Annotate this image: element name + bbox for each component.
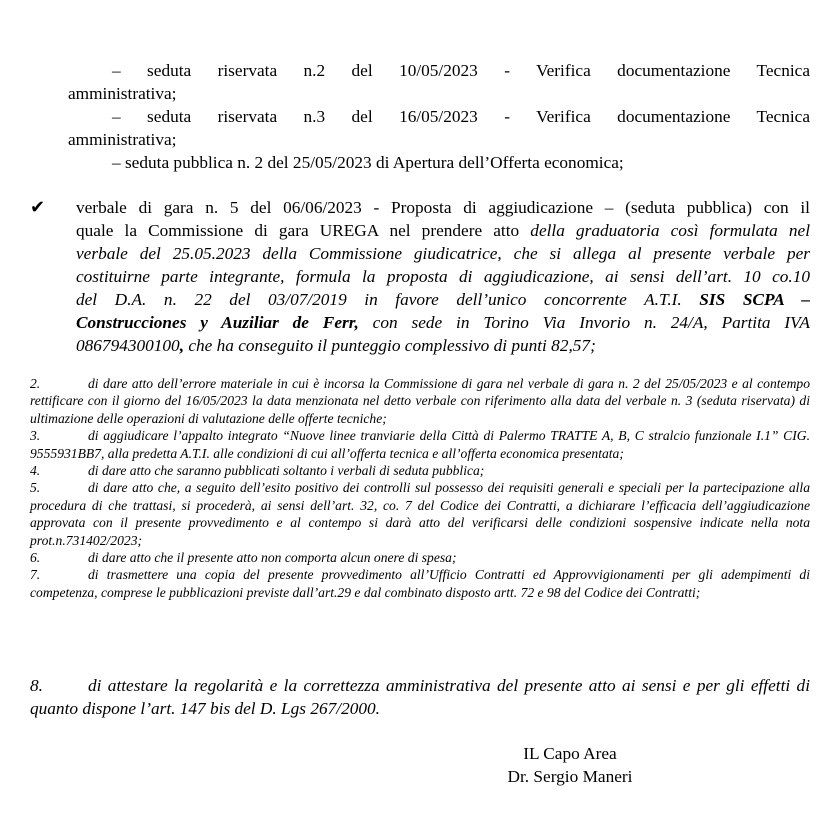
list-item-attestazione: 8. di attestare la regolarità e la correttezza amministrativa del presente atto ai sensi e per gli effetti di quanto dispone l’art. 147 bis del D. Lgs 267/2000.: [30, 676, 810, 718]
list-item: 2. di dare atto dell’errore materiale in cui è incorsa la Commissione di gara nel verbale di gara n. 2 del 25/05/2023 e al contempo rettificare con il giorno del 16/05/2023 la data menzionata nel detto verbale con riferimento alla data del verbale n. 3 (seduta riservata) di ultimazione delle operazioni di valutazione delle offerte tecniche;: [30, 376, 810, 426]
signature-block: [480, 742, 660, 788]
signature-name: Dr. Sergio Maneri: [507, 767, 633, 786]
list-item: 5. di dare atto che, a seguito dell’esito positivo dei controlli sul possesso dei requisiti generali e speciali per la partecipazione alla procedura di che trattasi, si procederà, ai sensi dell’art. 32, co. 7 del Codice dei Contratti, a dichiarare l’efficacia dell’aggiudicazione approvata con il presente provvedimento e al contempo si darà atto del verificarsi delle condizioni sospensive indicate nella nota prot.n.731402/2023;: [30, 480, 810, 548]
signature-title: IL Capo Area: [523, 744, 617, 763]
dash-item-seduta-pubblica-2: – seduta pubblica n. 2 del 25/05/2023 di Apertura dell’Offerta economica;: [112, 153, 624, 172]
list-item: 7. di trasmettere una copia del presente provvedimento all’Ufficio Contratti ed Approvvigionamenti per gli adempimenti di competenza, comprese le pubblicazioni previste dall’art.29 e dal combinato disposto artt. 72 e 98 del Codice dei Contratti;: [30, 567, 810, 600]
verbale-gara-5-paragraph: verbale di gara n. 5 del 06/06/2023 - Proposta di aggiudicazione – (seduta pubblica) con il quale la Commissione di gara UREGA nel prendere atto della graduatoria così formulata nel verbale del 25.05.2023 della Commissione giudicatrice, che si allega al presente verbale per costituirne parte integrante, formula la proposta di aggiudicazione, ai sensi dell’art. 10 co.10 del D.A. n. 22 del 03/07/2019 in favore dell’unico concorrente A.T.I. SIS SCPA – Construcciones y Auziliar de Ferr, con sede in Torino Via Invorio n. 24/A, Partita IVA 086794300100, che ha conseguito il punteggio complessivo di punti 82,57;: [76, 198, 811, 355]
numbered-items: [30, 375, 810, 601]
checkmark-icon: ✔: [30, 197, 46, 218]
dash-item-seduta-riservata-3: – seduta riservata n.3 del 16/05/2023 - Verifica documentazione Tecnica amministrativa;: [68, 107, 810, 149]
list-item: 4. di dare atto che saranno pubblicati soltanto i verbali di seduta pubblica;: [30, 463, 485, 479]
dash-item-seduta-riservata-2: – seduta riservata n.2 del 10/05/2023 - Verifica documentazione Tecnica amministrativa;: [68, 61, 810, 103]
list-item: 3. di aggiudicare l’appalto integrato “Nuove linee tranviarie della Città di Palermo TRATTE A, B, C stralcio funzionale I.1” CIG. 9555931BB7, alla predetta A.T.I. alle condizioni di cui all’offerta tecnica e all’offerta economica presentata;: [30, 428, 810, 461]
list-item: 6. di dare atto che il presente atto non comporta alcun onere di spesa;: [30, 550, 457, 566]
